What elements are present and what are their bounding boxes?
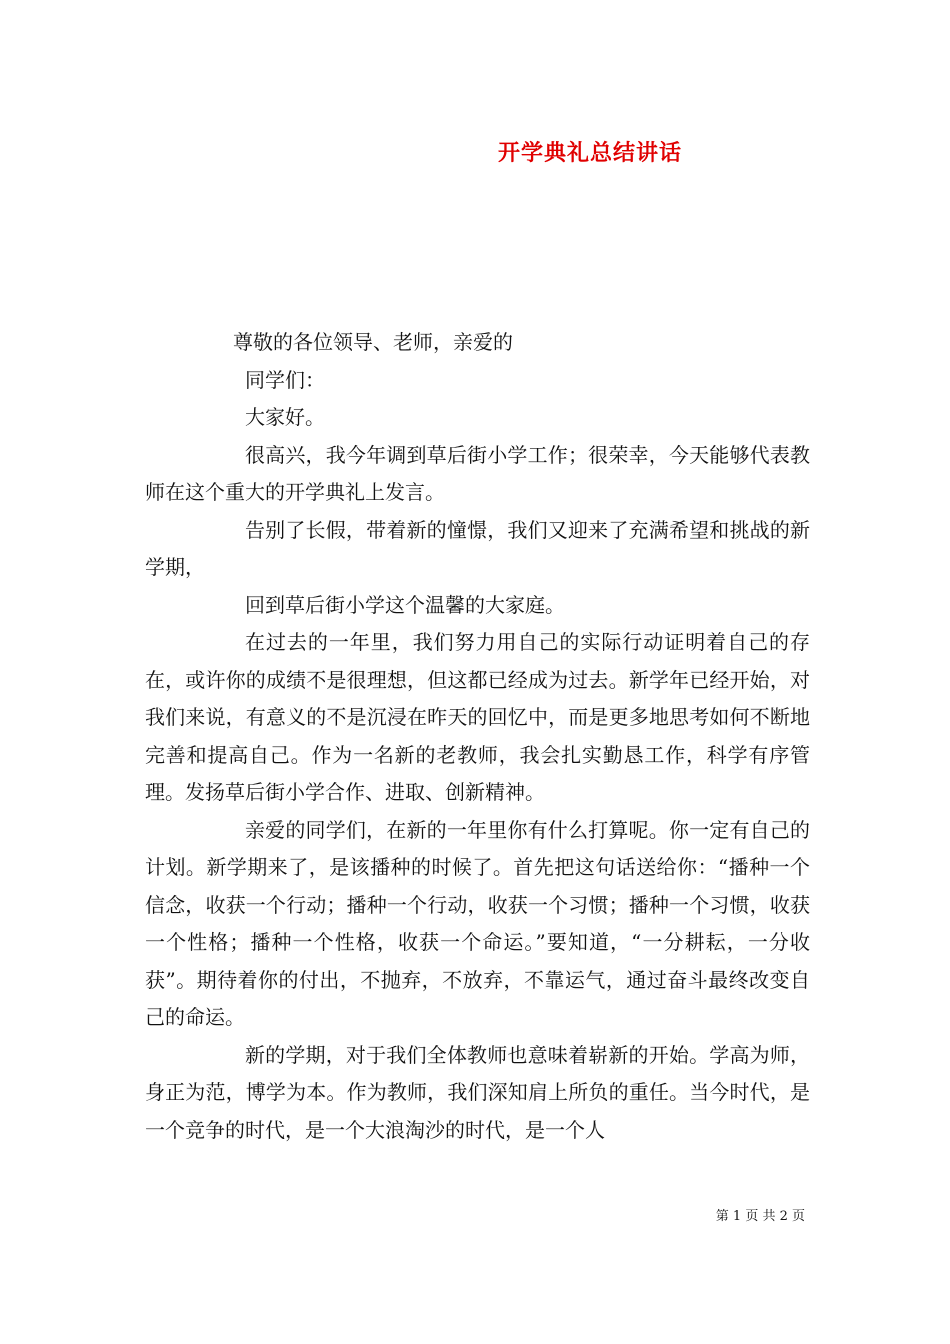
- paragraph-students-plan: 亲爱的同学们，在新的一年里你有什么打算呢。你一定有自己的计划。新学期来了，是该播种的时候了。首先把这句话送给你：“播种一个信念，收获一个行动；播种一个行动，收获一个习惯；播种一个习惯，收获一个性格；播种一个性格，收获一个命运。”要知道，“一分耕耘，一分收获”。期待着你的付出，不抛弃，不放弃，不靠运气，通过奋斗最终改变自己的命运。: [145, 817, 810, 1029]
- paragraph-past-year: 在过去的一年里，我们努力用自己的实际行动证明着自己的存在，或许你的成绩不是很理想，但这都已经成为过去。新学年已经开始，对我们来说，有意义的不是沉浸在昨天的回忆中，而是更多地思考如何不断地完善和提高自己。作为一名新的老教师，我会扎实勤恳工作，科学有序管理。发扬草后街小学合作、进取、创新精神。: [145, 630, 810, 804]
- paragraph-salutation: 尊敬的各位领导、老师，亲爱的: [233, 330, 513, 354]
- document-body: [145, 324, 810, 1149]
- paragraph-intro: 很高兴，我今年调到草后街小学工作；很荣幸，今天能够代表教师在这个重大的开学典礼上发言。: [145, 442, 810, 504]
- paragraph-greeting: 大家好。: [245, 405, 325, 429]
- page-number: 第 1 页 共 2 页: [715, 1209, 805, 1224]
- paragraph-teachers: 新的学期，对于我们全体教师也意味着崭新的开始。学高为师，身正为范，博学为本。作为教师，我们深知肩上所负的重任。当今时代，是一个竞争的时代，是一个大浪淘沙的时代，是一个人: [145, 1042, 810, 1142]
- paragraph-new-term: 告别了长假，带着新的憧憬，我们又迎来了充满希望和挑战的新学期，: [145, 517, 810, 579]
- paragraph-return: 回到草后街小学这个温馨的大家庭。: [245, 592, 565, 617]
- paragraph-students: 同学们：: [245, 367, 325, 392]
- document-title: 开学典礼总结讲话: [497, 140, 682, 166]
